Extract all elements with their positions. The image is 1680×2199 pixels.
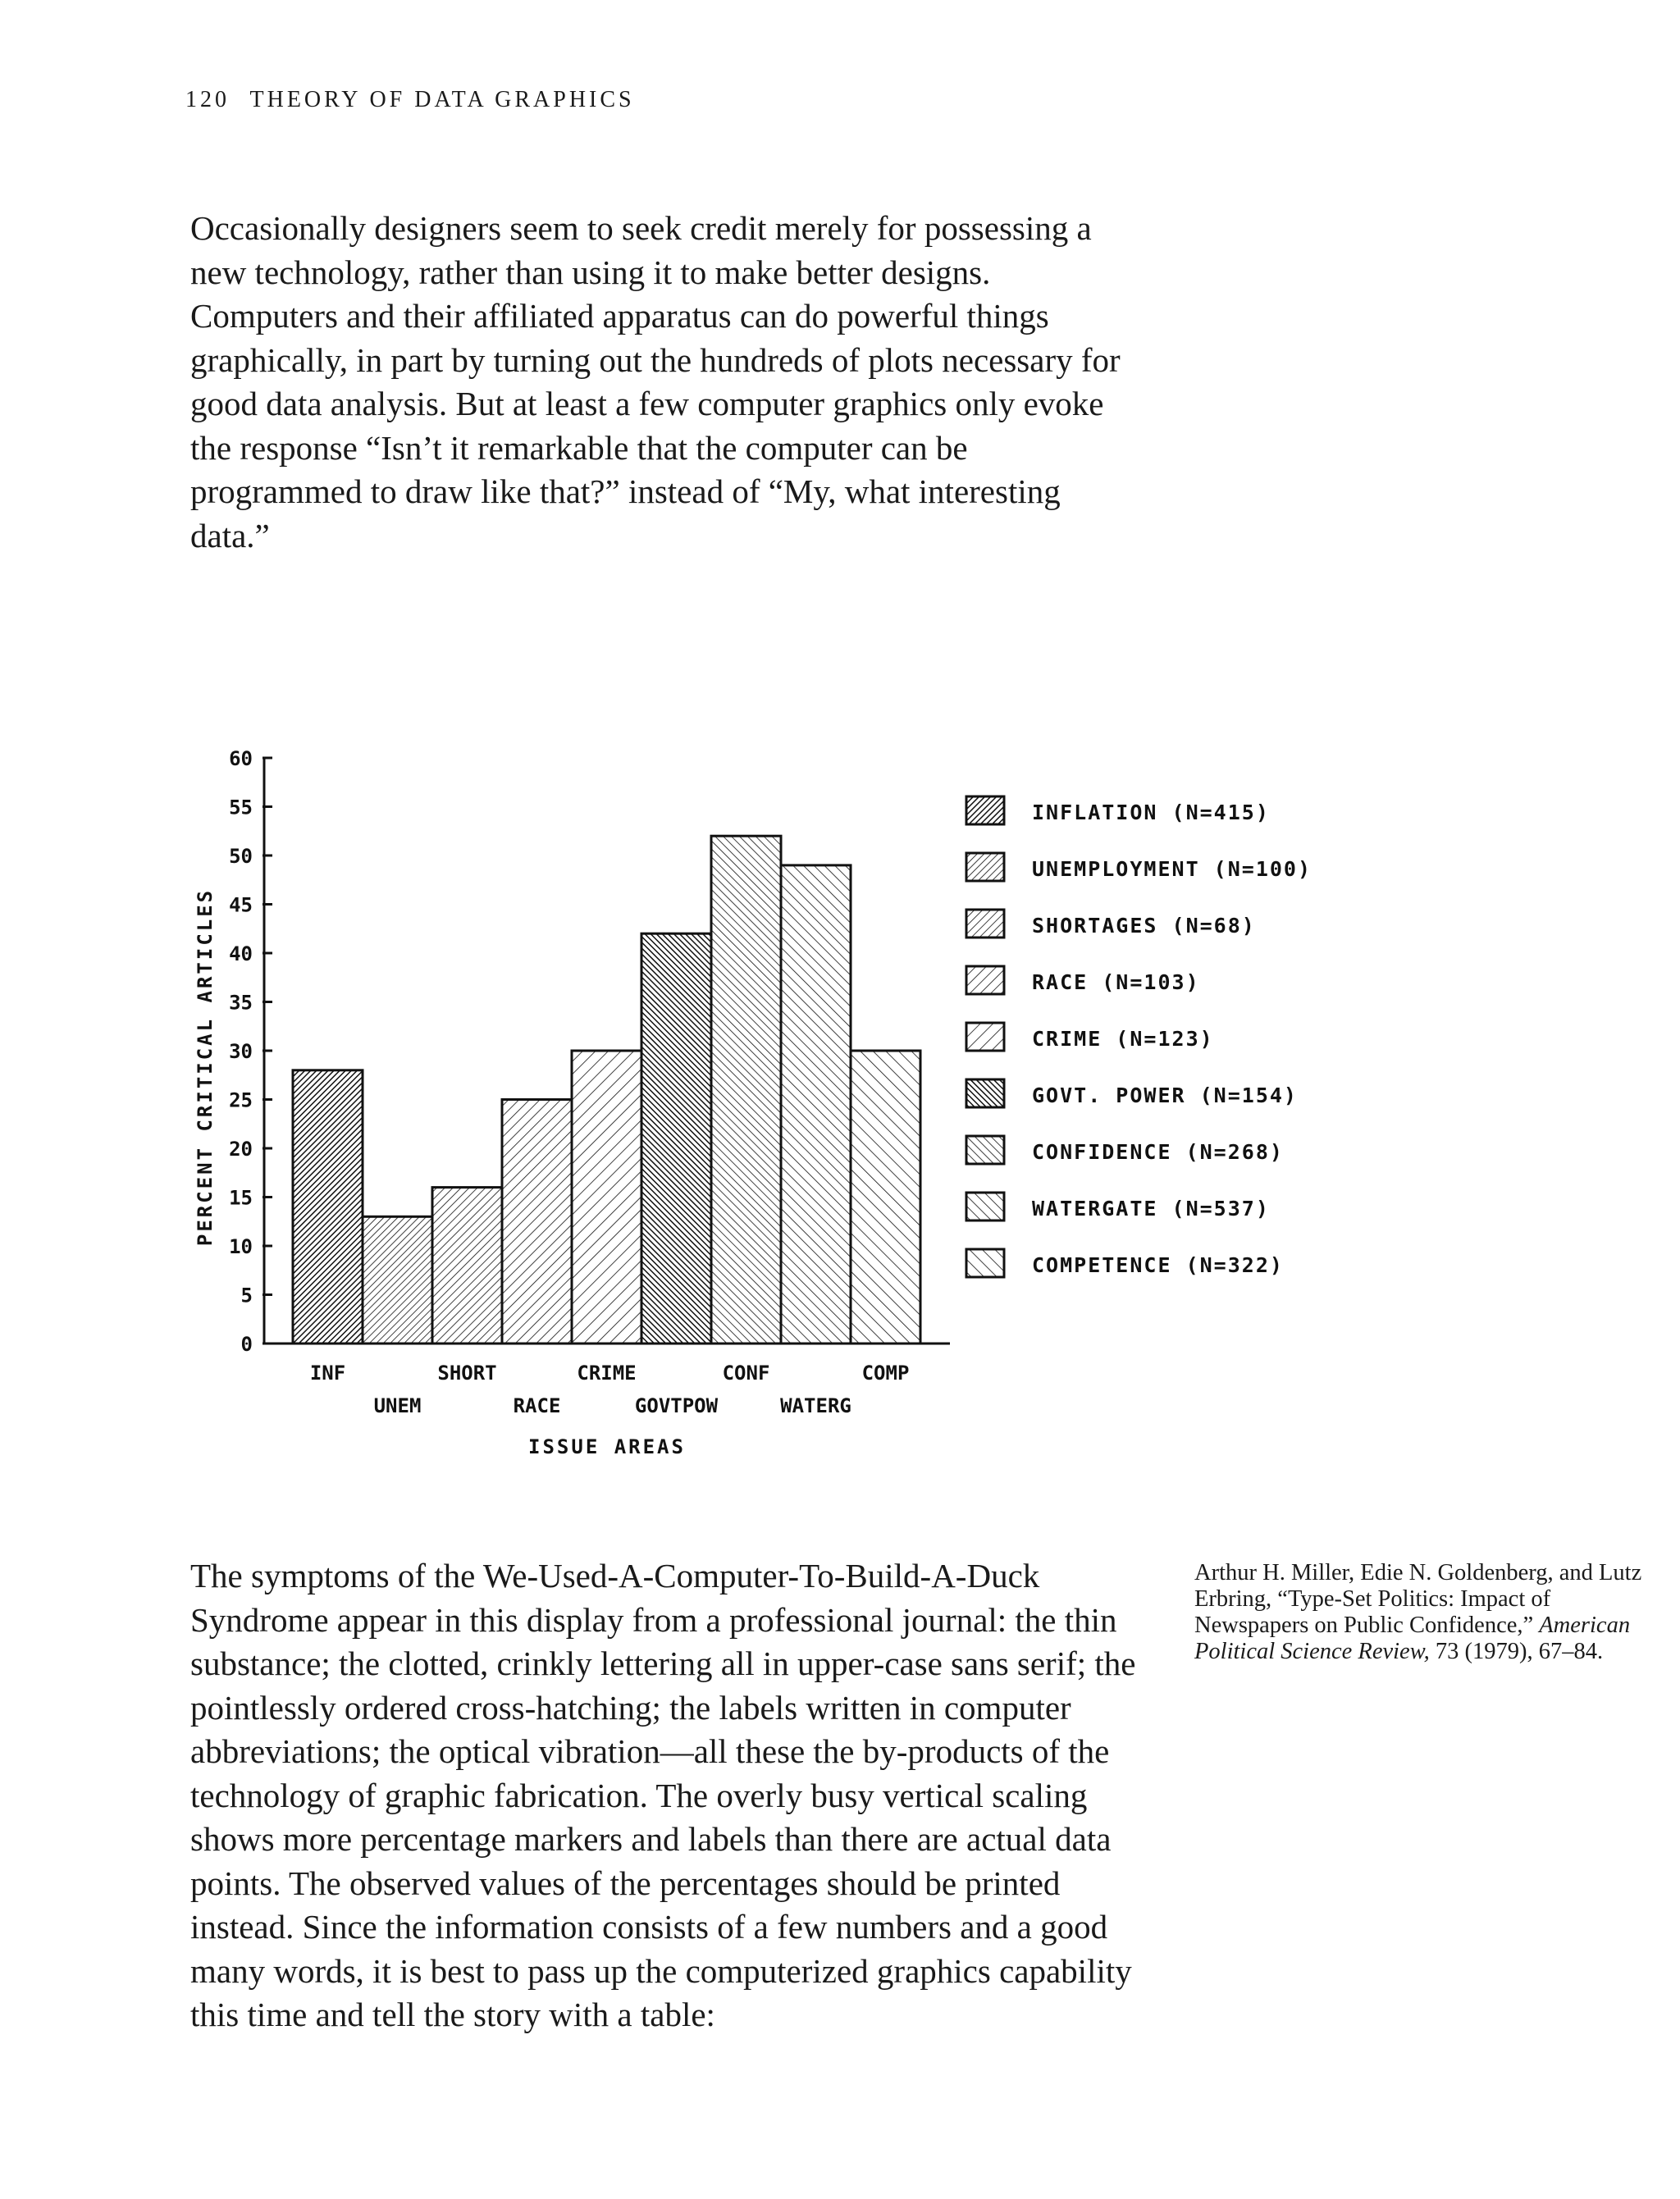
y-tick-label: 20: [229, 1138, 253, 1161]
bar-short: [432, 1188, 502, 1344]
y-tick-label: 40: [229, 942, 253, 965]
legend-swatch: [966, 910, 1004, 938]
legend-label: INFLATION (N=415): [1032, 801, 1270, 824]
legend-label: COMPETENCE (N=322): [1032, 1253, 1284, 1277]
bar-unem: [363, 1216, 432, 1344]
legend-label: GOVT. POWER (N=154): [1032, 1084, 1298, 1107]
bar-crime: [572, 1051, 641, 1344]
y-tick-label: 10: [229, 1235, 253, 1258]
x-tick-label: SHORT: [437, 1362, 497, 1385]
x-tick-label: CONF: [722, 1362, 770, 1385]
y-tick-label: 55: [229, 796, 253, 819]
x-tick-label: GOVTPOW: [634, 1394, 719, 1417]
sidenote-authors: Arthur H. Miller, Edie N. Goldenberg, and Lutz Erbring, “Type-Set Politics: Impact of Newspapers on Public Confidence,”: [1194, 1560, 1642, 1638]
legend-label: CRIME (N=123): [1032, 1027, 1214, 1051]
bar-inf: [293, 1070, 363, 1344]
bar-comp: [851, 1051, 920, 1344]
bar-waterg: [781, 865, 851, 1344]
running-head-title: THEORY OF DATA GRAPHICS: [249, 87, 635, 112]
bar-conf: [711, 836, 781, 1344]
bar-govtpow: [641, 933, 711, 1344]
y-tick-label: 0: [240, 1333, 253, 1356]
y-tick-label: 60: [229, 747, 253, 770]
y-tick-label: 5: [240, 1284, 253, 1307]
legend-label: RACE (N=103): [1032, 970, 1200, 994]
legend-swatch: [966, 1249, 1004, 1277]
y-tick-label: 30: [229, 1040, 253, 1063]
legend-swatch: [966, 1079, 1004, 1107]
legend-label: UNEMPLOYMENT (N=100): [1032, 857, 1312, 881]
sidenote-journal: American Political Science Review,: [1194, 1613, 1631, 1664]
y-tick-label: 45: [229, 893, 253, 917]
legend-swatch: [966, 796, 1004, 824]
legend-label: WATERGATE (N=537): [1032, 1197, 1270, 1220]
legend-swatch: [966, 1193, 1004, 1220]
sidenote-citation: [1194, 1560, 1654, 1665]
legend-swatch: [966, 1136, 1004, 1164]
legend-label: SHORTAGES (N=68): [1032, 914, 1256, 938]
x-tick-label: CRIME: [577, 1362, 637, 1385]
bar-race: [502, 1100, 572, 1344]
y-axis-title: PERCENT CRITICAL ARTICLES: [194, 887, 217, 1247]
y-tick-label: 25: [229, 1088, 253, 1112]
x-tick-label: UNEM: [373, 1394, 422, 1417]
x-tick-label: WATERG: [780, 1394, 851, 1417]
legend-swatch: [966, 853, 1004, 881]
y-tick-label: 50: [229, 845, 253, 868]
x-tick-label: RACE: [513, 1394, 561, 1417]
page-number: 120: [185, 87, 230, 112]
x-tick-label: INF: [309, 1362, 346, 1385]
legend-swatch: [966, 1023, 1004, 1051]
body-paragraph-2: The symptoms of the We-Used-A-Computer-To-Build-A-Duck Syndrome appear in this display from a professional journal: the thin substance; the clotted, crinkly lettering all in upper-case sans serif; the pointlessly ordered cross-hatching; the labels written in computer abbreviations; the optical vibration—all these the by-products of the technology of graphic fabrication. The overly busy vertical scaling shows more percentage markers and labels than there are actual data points. The observed values of the percentages should be printed instead. Since the information consists of a few numbers and a good many words, it is best to pass up the computerized graphics capability this time and tell the story with a table:: [190, 1557, 1136, 2033]
x-tick-label: COMP: [861, 1362, 910, 1385]
x-axis-title: ISSUE AREAS: [528, 1435, 686, 1458]
sidenote-citation-numbers: 73 (1979), 67–84.: [1435, 1639, 1604, 1664]
y-tick-label: 35: [229, 991, 253, 1015]
y-tick-label: 15: [229, 1186, 253, 1210]
body-paragraph-1: Occasionally designers seem to seek credit merely for possessing a new technology, rather than using it to make better designs. Computers and their affiliated apparatus can do powerful things graphically, in part by turning out the hundreds of plots necessary for good data analysis. But at least a few computer graphics only evoke the response “Isn’t it remarkable that the computer can be programmed to draw like that?” instead of “My, what interesting data.”: [190, 209, 1121, 554]
legend-label: CONFIDENCE (N=268): [1032, 1140, 1284, 1164]
legend-swatch: [966, 966, 1004, 994]
